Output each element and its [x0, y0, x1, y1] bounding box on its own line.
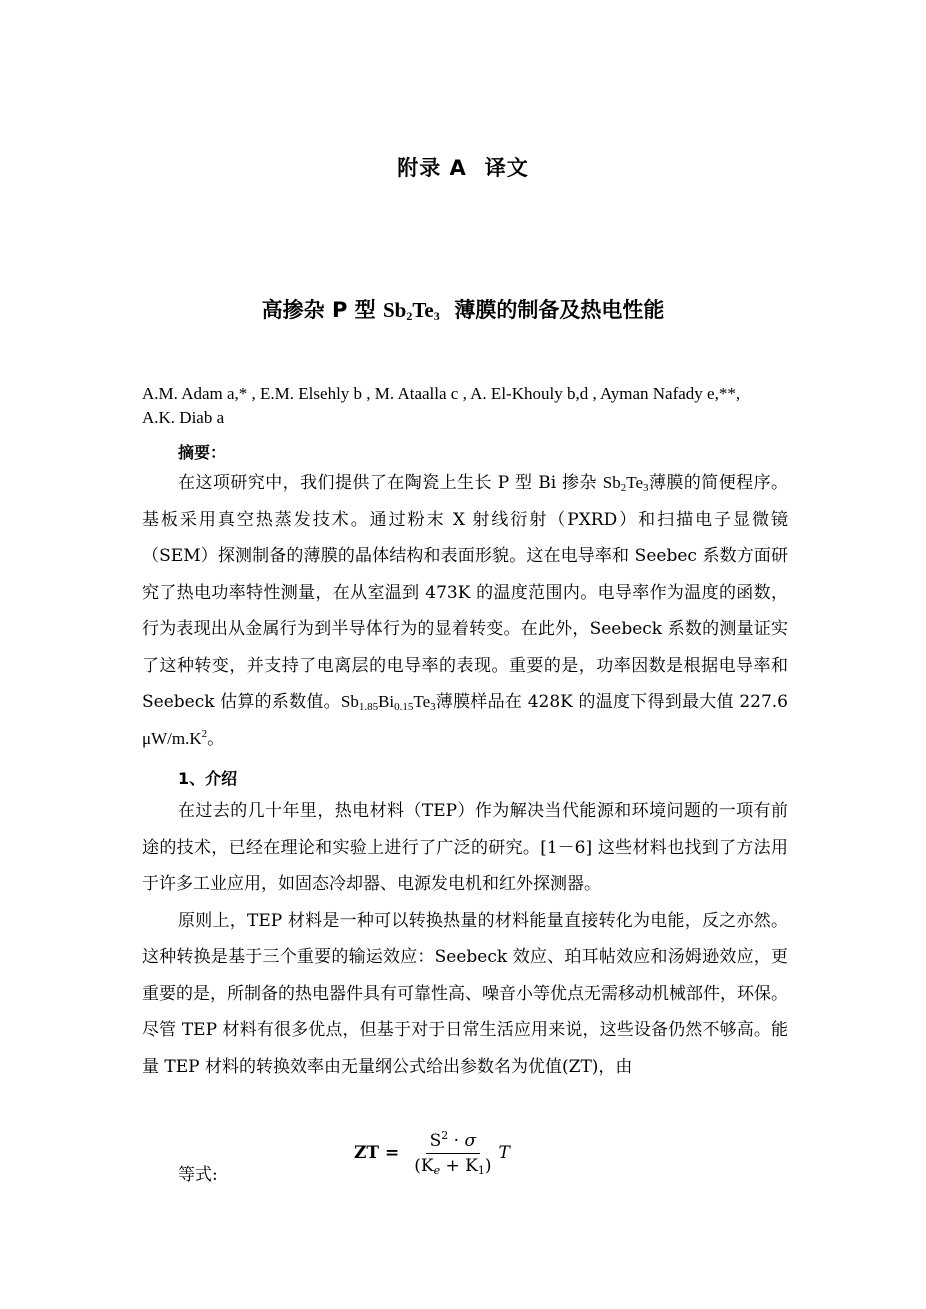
formula-numerator	[426, 1128, 480, 1154]
zt-formula	[354, 1127, 510, 1179]
abstract-text-2: 薄膜的简便程序。基板采用真空热蒸发技术。通过粉末 X 射线衍射（PXRD）和扫描电子显微镜（SEM）探测制备的薄膜的晶体结构和表面形貌。这在电导率和 Seebec 系数方面研究了热电功率特性测量，在从室温到 473K 的温度范围内。电导率作为温度的函数，行为表现出从金属行为到半导体行为的显着转变。在此外，Seebeck 系数的测量证实了这种转变，并支持了电离层的电导率的表现。重要的是，功率因数是根据电导率和 Seebeck 估算的系数值。	[142, 473, 789, 712]
appendix-label: 附录 A	[397, 156, 467, 180]
paper-title-te: Te	[412, 298, 434, 322]
formula-den-1: 1	[477, 1163, 485, 1177]
formula-dot: ·	[448, 1130, 465, 1151]
formula-sigma: σ	[464, 1130, 477, 1151]
compound-bi-sub: 0.15	[394, 701, 414, 713]
abstract-text-1: 在这项研究中，我们提供了在陶瓷上生长 P 型 Bi 掺杂	[178, 473, 603, 493]
formula-denominator	[410, 1154, 495, 1176]
power-unit: μW/m.K	[142, 728, 202, 748]
compound-bi: Bi	[378, 692, 395, 711]
compound-te-sub: 3	[430, 701, 436, 713]
paper-title-sb-sub: 2	[406, 309, 413, 323]
formula-s: S	[429, 1130, 442, 1151]
abstract-body	[142, 465, 788, 757]
abstract-text-4: 。	[207, 728, 225, 749]
author-line-1: A.M. Adam a,* , E.M. Elsehly b , M. Ataalla c , A. El-Khouly b,d , Ayman Nafady e,**,	[142, 384, 741, 403]
formula-den-e: e	[433, 1163, 441, 1177]
paper-title	[0, 294, 926, 324]
abstract-heading: 摘要：	[178, 443, 227, 462]
compound-sb-sub: 1.85	[358, 701, 379, 713]
author-list	[142, 382, 802, 430]
intro-paragraph-2: 原则上，TEP 材料是一种可以转换热量的材料能量直接转化为电能，反之亦然。这种转换是基于三个重要的输运效应：Seebeck 效应、珀耳帖效应和汤姆逊效应，更重要的是，所制备的热电器件具有可靠性高、噪音小等优点无需移动机械部件，环保。尽管 TEP 材料有很多优点，但基于对于日常生活应用来说，这些设备仍然不够高。能量 TEP 材料的转换效率由无量纲公式给出参数名为优值(ZT)，由	[142, 910, 788, 1077]
paper-title-sb: Sb	[382, 298, 407, 322]
formula-s-sup: 2	[441, 1128, 449, 1142]
paper-title-post: 薄膜的制备及热电性能	[439, 298, 665, 322]
formula-fraction	[410, 1128, 495, 1177]
formula-den-close: )	[484, 1155, 492, 1176]
formula-t: T	[498, 1143, 510, 1163]
abstract-te: Te	[626, 473, 643, 492]
intro-heading: 1、介绍	[178, 769, 238, 788]
appendix-subtitle: 译文	[484, 156, 529, 180]
abstract-paragraph	[142, 465, 788, 757]
formula-den-plus: + K	[440, 1155, 478, 1176]
abstract-te-sub: 3	[643, 482, 649, 494]
compound-sb: Sb	[340, 692, 359, 711]
paper-title-pre: 高掺杂 P 型	[261, 298, 383, 322]
intro-body	[142, 793, 788, 1085]
author-line-2: A.K. Diab a	[142, 408, 225, 427]
abstract-sb: Sb	[602, 473, 621, 492]
compound-te: Te	[413, 692, 431, 711]
abstract-text-3: 薄膜样品在 428K 的温度下得到最大值 227.6	[435, 692, 788, 712]
abstract-sb-sub: 2	[620, 482, 627, 494]
power-unit-sup: 2	[201, 727, 208, 740]
formula-lhs: ZT =	[354, 1143, 400, 1163]
formula-label: 等式:	[178, 1165, 218, 1185]
appendix-title	[0, 152, 926, 182]
paper-title-te-sub: 3	[433, 309, 440, 323]
formula-den-open: (K	[414, 1155, 434, 1176]
intro-paragraph-1: 在过去的几十年里，热电材料（TEP）作为解决当代能源和环境问题的一项有前途的技术，已经在理论和实验上进行了广泛的研究。[1－6] 这些材料也找到了方法用于许多工业应用，如固态冷却器、电源发电机和红外探测器。	[142, 801, 788, 894]
